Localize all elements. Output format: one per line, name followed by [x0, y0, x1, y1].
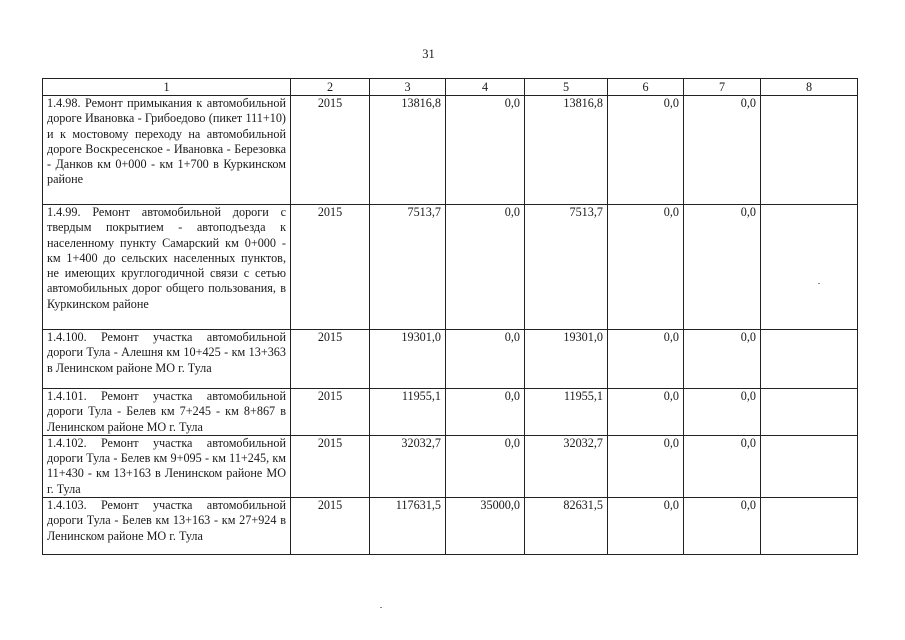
row-col5-amount: 7513,7	[525, 205, 608, 330]
column-header: 7	[684, 79, 761, 96]
row-col4-amount: 0,0	[446, 389, 525, 436]
row-year: 2015	[291, 435, 370, 497]
row-total-amount: 11955,1	[370, 389, 446, 436]
row-description: 1.4.98. Ремонт примыкания к автомобильной дороге Ивановка - Грибоедово (пикет 111+10) и к мостовому переходу на автомобильной дороге Воскресенское - Ивановка - Березовка - Данков км 0+000 - км 1+700 в Куркинском районе	[43, 96, 291, 205]
table-row	[43, 498, 858, 555]
row-col7-amount: 0,0	[684, 205, 761, 330]
table-row	[43, 205, 858, 330]
row-col4-amount: 0,0	[446, 96, 525, 205]
row-col4-amount: 0,0	[446, 205, 525, 330]
row-description: 1.4.99. Ремонт автомобильной дороги с твердым покрытием - автоподъезда к населенному пункту Самарский км 0+000 - км 1+400 до сельских населенных пунктов, не имеющих круглогодичной связи с сетью автомобильных дорог общего пользования, в Куркинском районе	[43, 205, 291, 330]
row-description: 1.4.100. Ремонт участка автомобильной дороги Тула - Алешня км 10+425 - км 13+363 в Ленинском районе МО г. Тула	[43, 330, 291, 389]
table-row	[43, 435, 858, 497]
row-col6-amount: 0,0	[608, 96, 684, 205]
scan-speck	[818, 283, 820, 284]
scan-speck	[380, 607, 382, 608]
row-total-amount: 32032,7	[370, 435, 446, 497]
table-row	[43, 96, 858, 205]
column-header: 6	[608, 79, 684, 96]
column-header: 5	[525, 79, 608, 96]
column-header: 1	[43, 79, 291, 96]
page-number: 31	[422, 47, 435, 61]
row-total-amount: 13816,8	[370, 96, 446, 205]
row-col8	[761, 205, 858, 330]
header-row	[43, 79, 858, 96]
row-year: 2015	[291, 96, 370, 205]
table-row	[43, 330, 858, 389]
row-col5-amount: 32032,7	[525, 435, 608, 497]
row-col7-amount: 0,0	[684, 330, 761, 389]
row-col6-amount: 0,0	[608, 330, 684, 389]
row-col4-amount: 35000,0	[446, 498, 525, 555]
row-total-amount: 19301,0	[370, 330, 446, 389]
row-col6-amount: 0,0	[608, 205, 684, 330]
row-col6-amount: 0,0	[608, 435, 684, 497]
column-header: 4	[446, 79, 525, 96]
row-description: 1.4.103. Ремонт участка автомобильной дороги Тула - Белев км 13+163 - км 27+924 в Ленинском районе МО г. Тула	[43, 498, 291, 555]
row-col7-amount: 0,0	[684, 389, 761, 436]
row-col4-amount: 0,0	[446, 435, 525, 497]
row-col4-amount: 0,0	[446, 330, 525, 389]
row-col5-amount: 19301,0	[525, 330, 608, 389]
row-total-amount: 7513,7	[370, 205, 446, 330]
column-header: 3	[370, 79, 446, 96]
row-col8	[761, 435, 858, 497]
row-col8	[761, 389, 858, 436]
row-description: 1.4.102. Ремонт участка автомобильной дороги Тула - Белев км 9+095 - км 11+245, км 11+430 - км 13+163 в Ленинском районе МО г. Тула	[43, 435, 291, 497]
row-col8	[761, 96, 858, 205]
row-col5-amount: 11955,1	[525, 389, 608, 436]
column-header: 8	[761, 79, 858, 96]
row-col5-amount: 13816,8	[525, 96, 608, 205]
row-year: 2015	[291, 389, 370, 436]
row-col7-amount: 0,0	[684, 435, 761, 497]
row-col7-amount: 0,0	[684, 96, 761, 205]
row-col6-amount: 0,0	[608, 389, 684, 436]
row-year: 2015	[291, 330, 370, 389]
program-table	[42, 78, 858, 555]
row-year: 2015	[291, 498, 370, 555]
row-col5-amount: 82631,5	[525, 498, 608, 555]
column-header: 2	[291, 79, 370, 96]
row-col6-amount: 0,0	[608, 498, 684, 555]
table-row	[43, 389, 858, 436]
row-year: 2015	[291, 205, 370, 330]
row-description: 1.4.101. Ремонт участка автомобильной дороги Тула - Белев км 7+245 - км 8+867 в Ленинском районе МО г. Тула	[43, 389, 291, 436]
row-total-amount: 117631,5	[370, 498, 446, 555]
row-col8	[761, 330, 858, 389]
row-col8	[761, 498, 858, 555]
row-col7-amount: 0,0	[684, 498, 761, 555]
